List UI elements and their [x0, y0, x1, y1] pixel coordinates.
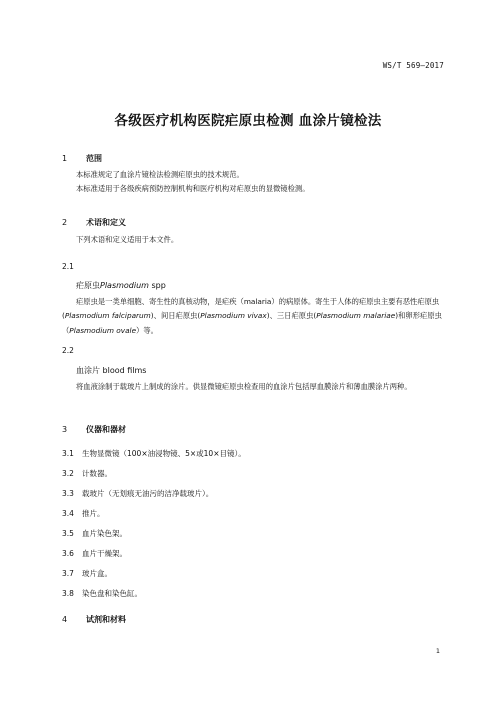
text-run: )、间日疟原虫(	[150, 311, 201, 321]
term-2-1-definition	[62, 295, 444, 338]
list-item	[62, 468, 112, 479]
term-name-latin: Plasmodium	[100, 281, 149, 290]
item-number: 3.7	[62, 569, 74, 578]
section-2-heading	[62, 217, 126, 228]
section-title: 范围	[86, 154, 102, 163]
text-run: )和卵形疟原虫（	[62, 311, 442, 335]
term-2-2-name: 血涂片 blood films	[76, 366, 147, 375]
paragraph: 将血液涂制于载玻片上制成的涂片。供显微镜疟原虫检查用的血涂片包括厚血膜涂片和薄血膜涂片两种。	[76, 382, 412, 391]
text-run: ）等。	[136, 325, 158, 335]
item-number: 3.3	[62, 489, 74, 498]
item-text: 生物显微镜（100×油浸物镜、5×或10×目镜）。	[82, 449, 246, 458]
paragraph	[62, 295, 444, 338]
section-number: 1	[62, 154, 68, 163]
latin-name: Plasmodium falciparum	[64, 311, 151, 321]
term-2-2-number: 2.2	[62, 346, 74, 355]
item-text: 计数器。	[82, 469, 112, 478]
section-1-heading	[62, 153, 102, 164]
section-1-body	[62, 168, 444, 197]
text-run: 疟原虫是一类单细胞、寄生性的真核动物，是疟疾（	[76, 297, 244, 306]
latin-name: Plasmodium ovale	[69, 325, 137, 335]
item-number: 3.1	[62, 449, 74, 458]
list-item	[62, 508, 105, 519]
paragraph: 本标准适用于各级疾病预防控制机构和医疗机构对疟原虫的显微镜检测。	[76, 184, 310, 194]
section-2-body	[62, 233, 444, 247]
list-item	[62, 528, 127, 539]
text-run: malaria	[243, 297, 272, 306]
section-number: 2	[62, 218, 68, 227]
term-2-1-number: 2.1	[62, 262, 74, 271]
paragraph: 本标准规定了血涂片镜检法检测疟原虫的技术规范。	[76, 170, 244, 179]
item-text: 载玻片（无划痕无油污的洁净载玻片）。	[82, 489, 214, 498]
item-text: 推片。	[82, 509, 105, 518]
term-name-cn: 疟原虫	[76, 281, 100, 290]
section-3-heading	[62, 424, 126, 435]
list-item	[62, 488, 213, 499]
text-run: ）的病原体。寄生于人体的疟原虫主要有恶性疟原虫(	[62, 297, 440, 321]
section-title: 试剂和材料	[86, 615, 126, 624]
section-number: 3	[62, 425, 68, 434]
section-title: 仪器和器材	[86, 425, 126, 434]
item-number: 3.4	[62, 509, 74, 518]
item-text: 玻片盒。	[82, 569, 112, 578]
term-2-1-name	[76, 280, 166, 291]
term-2-2-definition	[62, 380, 444, 394]
paragraph: 下列术语和定义适用于本文件。	[76, 235, 179, 244]
item-number: 3.8	[62, 589, 74, 598]
item-text: 血片干燥架。	[82, 549, 127, 558]
item-number: 3.6	[62, 549, 74, 558]
text-run: )、三日疟原虫(	[266, 311, 317, 321]
term-name-suffix: spp	[148, 281, 166, 290]
section-title: 术语和定义	[86, 218, 126, 227]
item-number: 3.5	[62, 529, 74, 538]
item-text: 染色盘和染色缸。	[82, 589, 142, 598]
list-item	[62, 588, 142, 599]
standard-code: WS/T 569—2017	[382, 61, 444, 70]
section-4-heading	[62, 614, 126, 625]
latin-name: Plasmodium vivax	[200, 311, 267, 321]
item-text: 血片染色架。	[82, 529, 127, 538]
page-number: 1	[435, 647, 440, 655]
section-number: 4	[62, 615, 68, 624]
list-item	[62, 568, 112, 579]
document-title: 各级医疗机构医院疟原虫检测 血涂片镜检法	[114, 113, 382, 129]
item-number: 3.2	[62, 469, 74, 478]
latin-name: Plasmodium malariae	[316, 311, 396, 321]
list-item	[62, 548, 127, 559]
list-item	[62, 448, 246, 459]
